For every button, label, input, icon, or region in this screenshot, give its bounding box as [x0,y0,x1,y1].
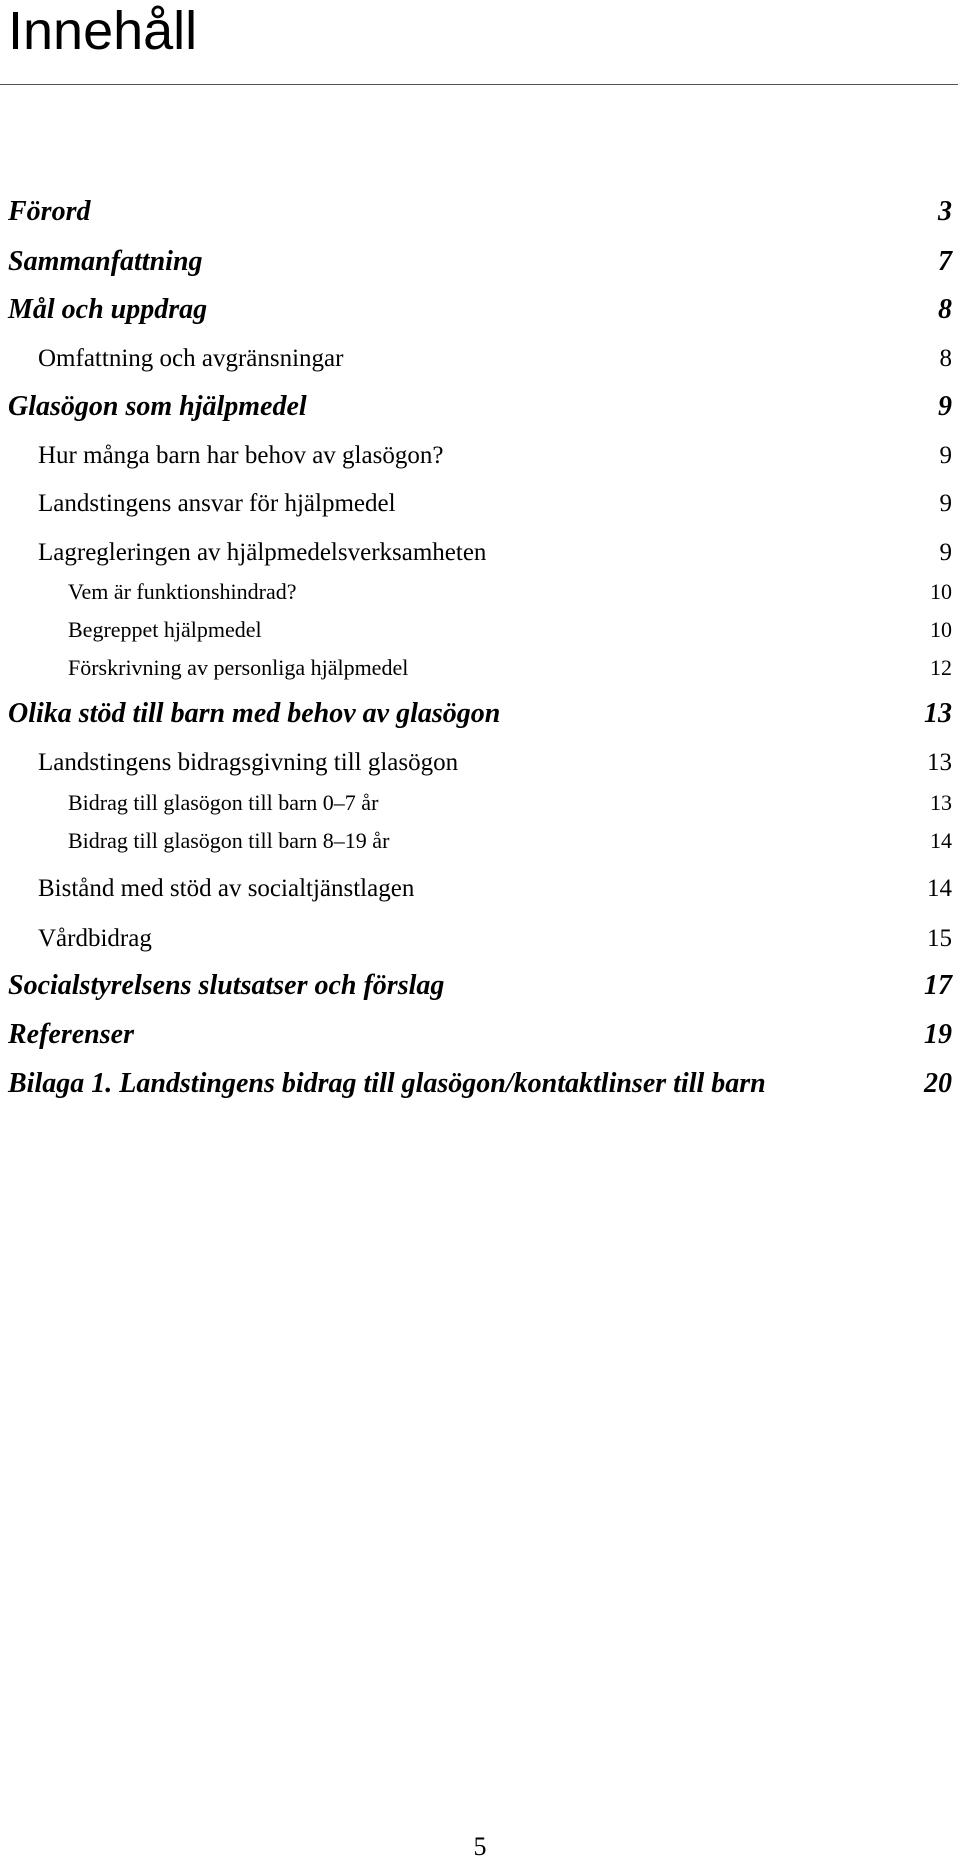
heading-divider [0,84,958,85]
toc-entry-label: Sammanfattning [8,246,203,277]
toc-entry-page: 3 [938,196,952,227]
toc-entry-label: Bilaga 1. Landstingens bidrag till glasögon/kontaktlinser till barn [8,1068,766,1099]
page-title: Innehåll [8,1,198,61]
toc-entry-page: 13 [930,790,952,815]
toc-entry-label: Vem är funktionshindrad? [68,579,297,604]
toc-entry-label: Förskrivning av personliga hjälpmedel [68,655,409,680]
toc-entry-label: Bidrag till glasögon till barn 0–7 år [68,790,379,815]
toc-entry-page: 19 [924,1019,952,1050]
toc-entry-label: Bidrag till glasögon till barn 8–19 år [68,828,390,853]
toc-entry-page: 10 [930,579,952,604]
toc-entry-page: 10 [930,617,952,642]
toc-entry-label: Förord [8,196,91,227]
toc-entry-label: Begreppet hjälpmedel [68,617,262,642]
toc-entry-page: 7 [938,246,952,277]
toc-entry-page: 8 [938,294,952,325]
toc-entry-label: Bistånd med stöd av socialtjänstlagen [38,875,415,902]
toc-entry-page: 12 [930,655,952,680]
toc-entry-page: 9 [939,442,952,469]
toc-entry-page: 8 [939,345,952,372]
toc-entry-page: 9 [939,490,952,517]
toc-entry-page: 14 [930,828,952,853]
toc-entry-page: 17 [924,970,952,1001]
toc-entry-label: Landstingens ansvar för hjälpmedel [38,490,396,517]
toc-entry-page: 13 [924,698,952,729]
toc-entry-label: Glasögon som hjälpmedel [8,391,307,422]
toc-entry-label: Hur många barn har behov av glasögon? [38,442,444,469]
toc-entry-page: 20 [924,1068,952,1099]
toc-entry-label: Vårdbidrag [38,925,152,952]
toc-entry-label: Referenser [8,1019,134,1050]
page-number: 5 [473,1832,487,1861]
toc-entry-label: Mål och uppdrag [8,294,208,325]
toc-entry-page: 9 [939,539,952,566]
toc-entry-page: 9 [938,391,952,422]
toc-entry-label: Olika stöd till barn med behov av glasögon [8,698,501,729]
toc-entry-label: Lagregleringen av hjälpmedelsverksamheten [38,539,487,566]
toc-entry-label: Omfattning och avgränsningar [38,345,344,372]
toc-entry-page: 13 [927,749,952,776]
toc-entry-label: Landstingens bidragsgivning till glasögon [38,749,459,776]
toc-entry-page: 15 [927,925,952,952]
toc-entry-label: Socialstyrelsens slutsatser och förslag [8,970,445,1001]
toc-entry-page: 14 [927,875,952,902]
